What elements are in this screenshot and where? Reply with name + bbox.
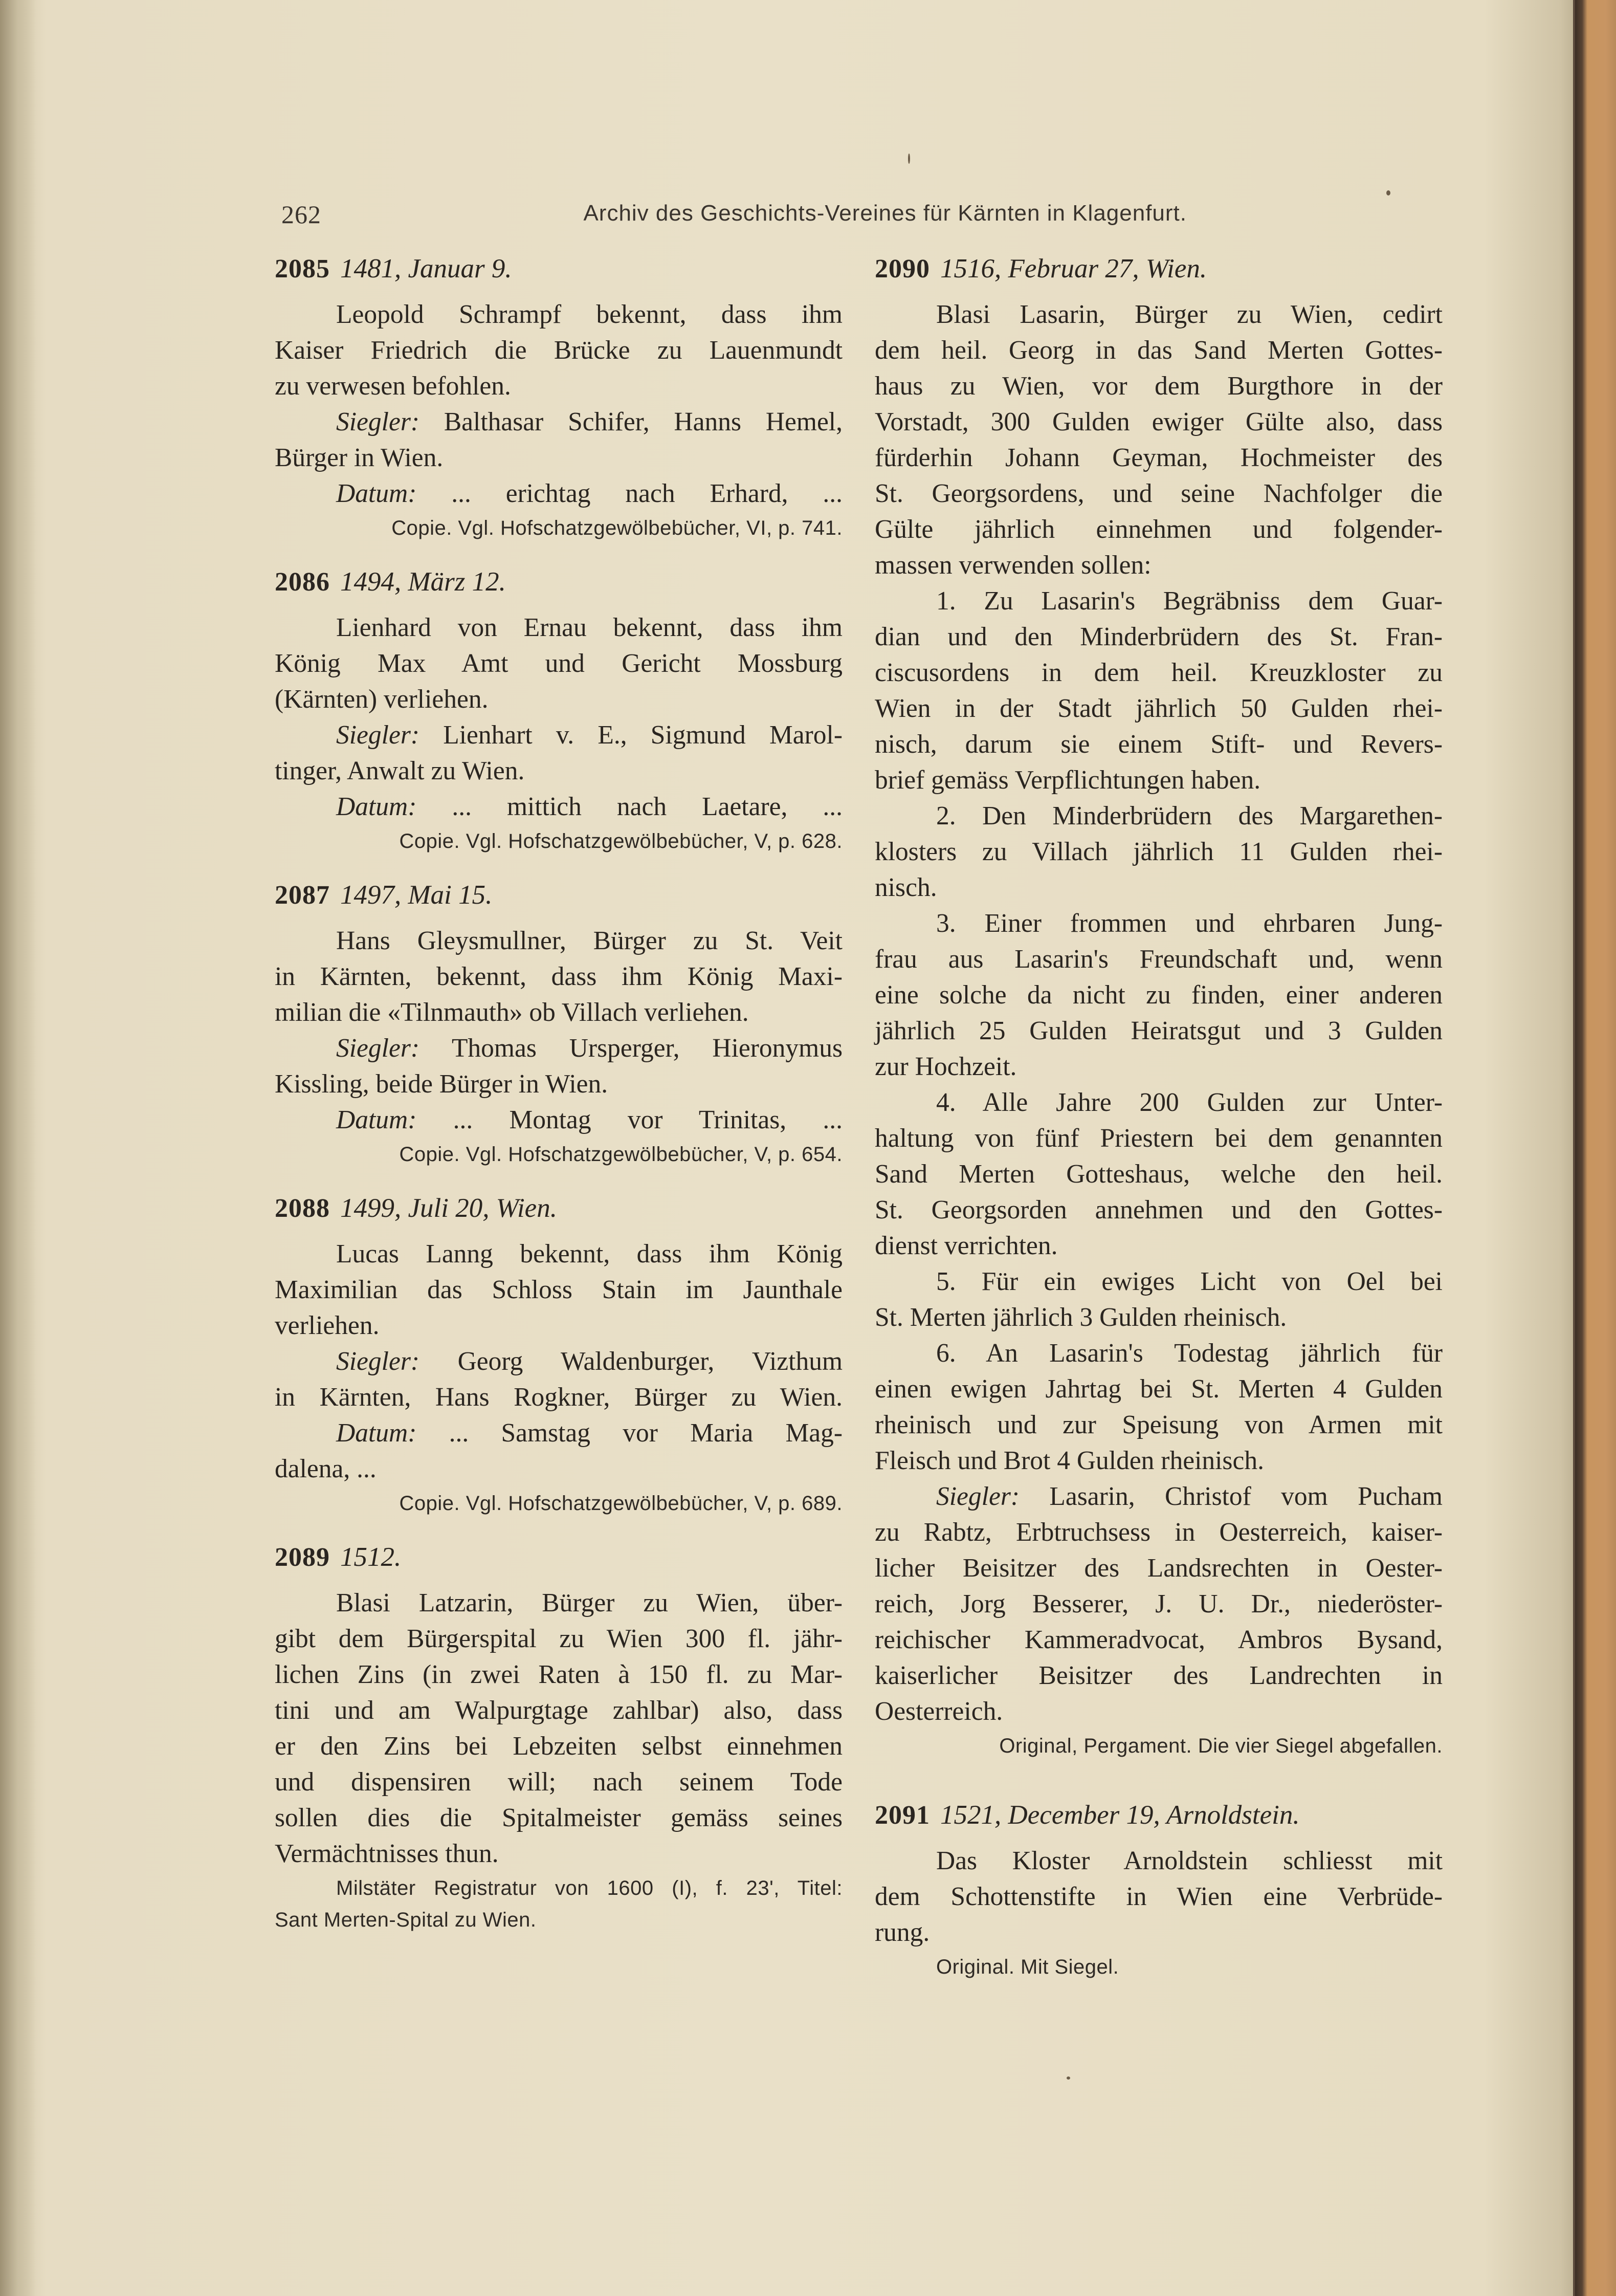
text-line: (Kärnten) verliehen. (275, 685, 489, 714)
text-line: milian die «Tilnmauth» ob Villach verliehen. (275, 998, 749, 1027)
right-column (875, 251, 1443, 2003)
item-2-line: 2. Den Minderbrüdern des Margarethen- (936, 801, 1443, 830)
entry-number: 2091 (875, 1801, 930, 1830)
item-3-line: frau aus Lasarin's Freundschaft und, wenn (875, 945, 1443, 974)
siegler-text: Thomas Ursperger, Hieronymus (419, 1034, 843, 1063)
text-line: er den Zins bei Lebzeiten selbst einnehmen (275, 1732, 843, 1761)
text-line: Blasi Lasarin, Bürger zu Wien, cedirt (936, 300, 1443, 329)
entry-date: 1521, December 19, Arnoldstein. (940, 1800, 1300, 1830)
text-line: König Max Amt und Gericht Mossburg (275, 649, 843, 678)
siegler-line (275, 404, 843, 440)
siegler-line (275, 1344, 843, 1380)
datum-label: Datum: (336, 1418, 417, 1448)
left-column (275, 251, 843, 1956)
datum-text: ... erichtag nach Erhard, ... (416, 479, 843, 508)
text-line: lichen Zins (in zwei Raten à 150 fl. zu Mar- (275, 1660, 843, 1689)
siegler-line (275, 1031, 843, 1066)
entry-heading (275, 1190, 843, 1226)
item-6-line: 6. An Lasarin's Todestag jährlich für (936, 1339, 1443, 1368)
siegler-line: zu Rabtz, Erbtruchsess in Oesterreich, kaiser- (875, 1518, 1443, 1547)
text-line: massen verwenden sollen: (875, 551, 1152, 580)
item-1-line: brief gemäss Verpflichtungen haben. (875, 766, 1261, 795)
text-line: gibt dem Bürgerspital zu Wien 300 fl. jähr- (275, 1624, 843, 1653)
item-6-line: rheinisch und zur Speisung von Armen mit (875, 1410, 1443, 1439)
datum-label: Datum: (336, 479, 417, 508)
source-note: Copie. Vgl. Hofschatzgewölbebücher, V, p. 628. (399, 830, 843, 852)
entry-number: 2088 (275, 1194, 330, 1223)
entry-number: 2087 (275, 881, 330, 910)
text-line: St. Georgsordens, und seine Nachfolger die (875, 479, 1443, 508)
text-line: Leopold Schrampf bekennt, dass ihm (336, 300, 843, 329)
item-4-line: dienst verrichten. (875, 1231, 1058, 1260)
entry-2091 (875, 1797, 1443, 1982)
entry-number: 2090 (875, 254, 930, 283)
entry-number: 2085 (275, 254, 330, 283)
text-line: fürderhin Johann Geyman, Hochmeister des (875, 443, 1443, 472)
item-2-line: nisch. (875, 873, 937, 902)
text-line: rung. (875, 1918, 930, 1947)
running-header (281, 200, 1187, 230)
text-line: dem Schottenstifte in Wien eine Verbrüde- (875, 1882, 1443, 1911)
item-4-line: Sand Merten Gotteshaus, welche den heil. (875, 1160, 1443, 1189)
text-line: in Kärnten, bekennt, dass ihm König Maxi- (275, 962, 843, 991)
source-note: Original, Pergament. Die vier Siegel abgefallen. (999, 1735, 1443, 1757)
item-6-line: Fleisch und Brot 4 Gulden rheinisch. (875, 1446, 1264, 1475)
datum-text: ... mittich nach Laetare, ... (416, 792, 843, 821)
text-line: Gülte jährlich einnehmen und folgender- (875, 515, 1443, 544)
page-left-edge (0, 0, 36, 2296)
item-1-line: ciscusordens in dem heil. Kreuzkloster zu (875, 658, 1443, 687)
entry-2087 (275, 877, 843, 1170)
page-number: 262 (281, 200, 321, 229)
siegler-line: reich, Jorg Besserer, J. U. Dr., niederöster- (875, 1589, 1443, 1619)
source-note: Milstäter Registratur von 1600 (I), f. 23', Titel: (336, 1877, 843, 1899)
paper-speck (1386, 190, 1390, 195)
text-line: Lienhard von Ernau bekennt, dass ihm (336, 613, 843, 642)
text-line: Blasi Latzarin, Bürger zu Wien, über- (336, 1588, 843, 1617)
item-2-line: klosters zu Villach jährlich 11 Gulden rhei- (875, 837, 1443, 866)
source-note: Copie. Vgl. Hofschatzgewölbebücher, V, p. 689. (399, 1492, 843, 1515)
siegler-text: Georg Waldenburger, Vizthum (419, 1347, 843, 1376)
text-line: Vorstadt, 300 Gulden ewiger Gülte also, dass (875, 407, 1443, 436)
item-1-line: nisch, darum sie einem Stift- und Revers- (875, 730, 1443, 759)
siegler-line: Oesterreich. (875, 1697, 1003, 1726)
item-3-line: eine solche da nicht zu finden, einer anderen (875, 980, 1443, 1010)
entry-2089 (275, 1539, 843, 1935)
siegler-label: Siegler: (336, 1347, 420, 1376)
datum-text: ... Montag vor Trinitas, ... (416, 1105, 843, 1134)
entry-number: 2086 (275, 567, 330, 597)
paper-speck (1067, 2076, 1070, 2080)
entry-date: 1499, Juli 20, Wien. (340, 1193, 557, 1223)
siegler-text: Lienhart v. E., Sigmund Marol- (419, 720, 843, 750)
item-4-line: haltung von fünf Priestern bei dem genannten (875, 1124, 1443, 1153)
text-line: verliehen. (275, 1311, 380, 1340)
source-note: Copie. Vgl. Hofschatzgewölbebücher, VI, p. 741. (391, 517, 843, 539)
entry-2085 (275, 251, 843, 543)
datum-line (275, 1102, 843, 1138)
text-line: Vermächtnisses thun. (275, 1839, 499, 1868)
siegler-label: Siegler: (336, 720, 420, 750)
source-note: Original. Mit Siegel. (936, 1956, 1119, 1978)
datum-label: Datum: (336, 792, 417, 821)
siegler-text: Balthasar Schifer, Hanns Hemel, (419, 407, 843, 436)
text-line: und dispensiren will; nach seinem Tode (275, 1767, 843, 1797)
text-line: Kaiser Friedrich die Brücke zu Lauenmundt (275, 336, 843, 365)
entry-date: 1516, Februar 27, Wien. (940, 254, 1207, 283)
item-1-line: 1. Zu Lasarin's Begräbniss dem Guar- (936, 586, 1443, 616)
entry-heading (875, 1797, 1443, 1833)
siegler-line: kaiserlicher Beisitzer des Landrechten in (875, 1661, 1443, 1690)
text-line: Das Kloster Arnoldstein schliesst mit (936, 1846, 1443, 1875)
siegler-line (875, 1479, 1443, 1515)
entry-date: 1494, März 12. (340, 567, 506, 597)
siegler-text: Lasarin, Christof vom Pucham (1020, 1482, 1443, 1511)
siegler-line: Bürger in Wien. (275, 443, 444, 472)
item-5-line: St. Merten jährlich 3 Gulden rheinisch. (875, 1303, 1287, 1332)
text-line: zu verwesen befohlen. (275, 371, 511, 401)
source-note: Copie. Vgl. Hofschatzgewölbebücher, V, p. 654. (399, 1143, 843, 1166)
item-4-line: St. Georgsorden annehmen und den Gottes- (875, 1195, 1443, 1224)
siegler-line: Kissling, beide Bürger in Wien. (275, 1069, 608, 1099)
datum-line (275, 789, 843, 825)
siegler-line: tinger, Anwalt zu Wien. (275, 756, 525, 785)
entry-date: 1481, Januar 9. (340, 254, 512, 283)
text-line: sollen dies die Spitalmeister gemäss seines (275, 1803, 843, 1832)
item-5-line: 5. Für ein ewiges Licht von Oel bei (936, 1267, 1443, 1296)
text-line: Hans Gleysmullner, Bürger zu St. Veit (336, 926, 843, 955)
text-line: Lucas Lanng bekennt, dass ihm König (336, 1239, 843, 1269)
datum-line: dalena, ... (275, 1454, 377, 1483)
siegler-label: Siegler: (936, 1482, 1020, 1511)
item-3-line: jährlich 25 Gulden Heiratsgut und 3 Gulden (875, 1016, 1443, 1045)
siegler-label: Siegler: (336, 1034, 420, 1063)
entry-2088 (275, 1190, 843, 1519)
paper-speck (908, 154, 910, 164)
siegler-line (275, 717, 843, 753)
header-title: Archiv des Geschichts-Vereines für Kärnten in Klagenfurt. (583, 201, 1187, 226)
siegler-line: licher Beisitzer des Landsrechten in Oester- (875, 1554, 1443, 1583)
siegler-line: reichischer Kammeradvocat, Ambros Bysand, (875, 1625, 1443, 1654)
datum-label: Datum: (336, 1105, 417, 1134)
entry-2086 (275, 564, 843, 857)
entry-heading (275, 251, 843, 287)
item-3-line: zur Hochzeit. (875, 1052, 1017, 1081)
text-line: dem heil. Georg in das Sand Merten Gottes- (875, 336, 1443, 365)
datum-line (275, 476, 843, 512)
item-4-line: 4. Alle Jahre 200 Gulden zur Unter- (936, 1088, 1443, 1117)
item-1-line: dian und den Minderbrüdern des St. Fran- (875, 622, 1443, 651)
text-line: tini und am Walpurgtage zahlbar) also, dass (275, 1696, 843, 1725)
text-line: haus zu Wien, vor dem Burgthore in der (875, 371, 1443, 401)
datum-line (275, 1415, 843, 1451)
item-3-line: 3. Einer frommen und ehrbaren Jung- (936, 909, 1443, 938)
entry-heading (275, 564, 843, 600)
siegler-label: Siegler: (336, 407, 420, 436)
item-1-line: Wien in der Stadt jährlich 50 Gulden rhei- (875, 694, 1443, 723)
entry-heading (275, 877, 843, 913)
entry-date: 1497, Mai 15. (340, 880, 493, 910)
source-note: Sant Merten-Spital zu Wien. (275, 1909, 537, 1931)
datum-text: ... Samstag vor Maria Mag- (416, 1418, 843, 1448)
entry-heading (275, 1539, 843, 1575)
entry-heading (875, 251, 1443, 287)
entry-number: 2089 (275, 1543, 330, 1572)
siegler-line: in Kärnten, Hans Rogkner, Bürger zu Wien. (275, 1383, 843, 1412)
entry-2090 (875, 251, 1443, 1761)
entry-date: 1512. (340, 1542, 402, 1572)
page-right-edge (1575, 0, 1616, 2296)
item-6-line: einen ewigen Jahrtag bei St. Merten 4 Gulden (875, 1374, 1443, 1404)
text-line: Maximilian das Schloss Stain im Jaunthale (275, 1275, 843, 1304)
